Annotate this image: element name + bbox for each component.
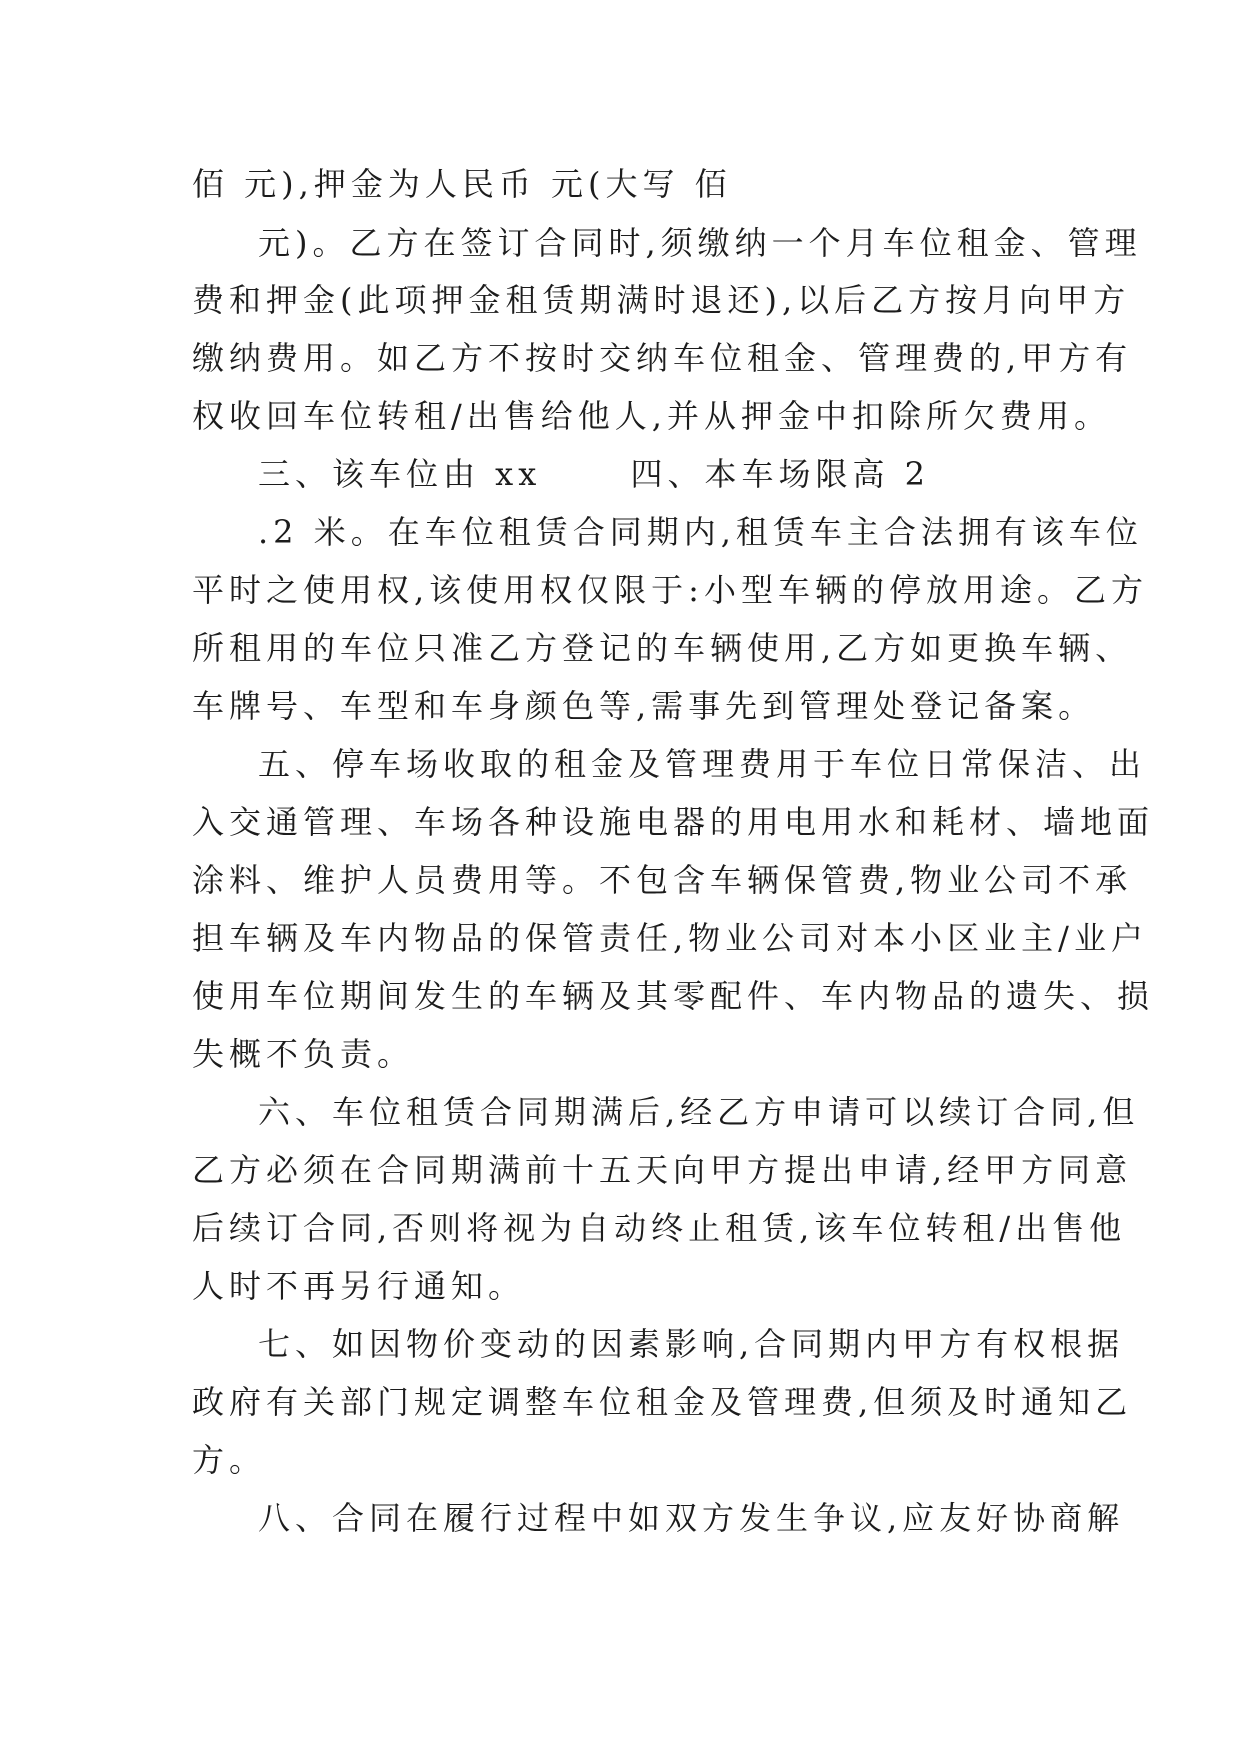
text-line: 入交通管理、车场各种设施电器的用电用水和耗材、墙地面 [192,803,1155,841]
text-line: 八、合同在履行过程中如双方发生争议,应友好协商解 [258,1499,1125,1537]
text-line: 缴纳费用。如乙方不按时交纳车位租金、管理费的,甲方有 [192,339,1133,377]
text-line: 五、停车场收取的租金及管理费用于车位日常保洁、出 [258,745,1147,783]
text-line: 使用车位期间发生的车辆及其零配件、车内物品的遗失、损 [192,977,1155,1015]
text-line: .2 米。在车位租赁合同期内,租赁车主合法拥有该车位 [258,513,1143,551]
text-line: 权收回车位转租/出售给他人,并从押金中扣除所欠费用。 [192,397,1111,435]
text-line: 涂料、维护人员费用等。不包含车辆保管费,物业公司不承 [192,861,1133,899]
text-line: 方。 [192,1441,267,1479]
text-line: 后续订合同,否则将视为自动终止租赁,该车位转租/出售他 [192,1209,1127,1247]
text-line: 七、如因物价变动的因素影响,合同期内甲方有权根据 [258,1325,1125,1363]
text-line: 政府有关部门规定调整车位租金及管理费,但须及时通知乙 [192,1383,1133,1421]
text-line: 元)。乙方在签订合同时,须缴纳一个月车位租金、管理 [258,224,1142,262]
text-line: 六、车位租赁合同期满后,经乙方申请可以续订合同,但 [258,1093,1140,1131]
text-line: 所租用的车位只准乙方登记的车辆使用,乙方如更换车辆、 [192,629,1133,667]
text-line: 三、该车位由 xx 四、本车场限高 2 [258,455,930,493]
text-line: 佰 元),押金为人民币 元(大写 佰 [192,165,732,203]
text-line: 失概不负责。 [192,1035,415,1073]
text-line: 费和押金(此项押金租赁期满时退还),以后乙方按月向甲方 [192,281,1131,319]
text-line: 担车辆及车内物品的保管责任,物业公司对本小区业主/业户 [192,919,1148,957]
text-line: 乙方必须在合同期满前十五天向甲方提出申请,经甲方同意 [192,1151,1133,1189]
text-line: 车牌号、车型和车身颜色等,需事先到管理处登记备案。 [192,687,1096,725]
text-line: 人时不再另行通知。 [192,1267,526,1305]
text-line: 平时之使用权,该使用权仅限于:小型车辆的停放用途。乙方 [192,571,1148,609]
